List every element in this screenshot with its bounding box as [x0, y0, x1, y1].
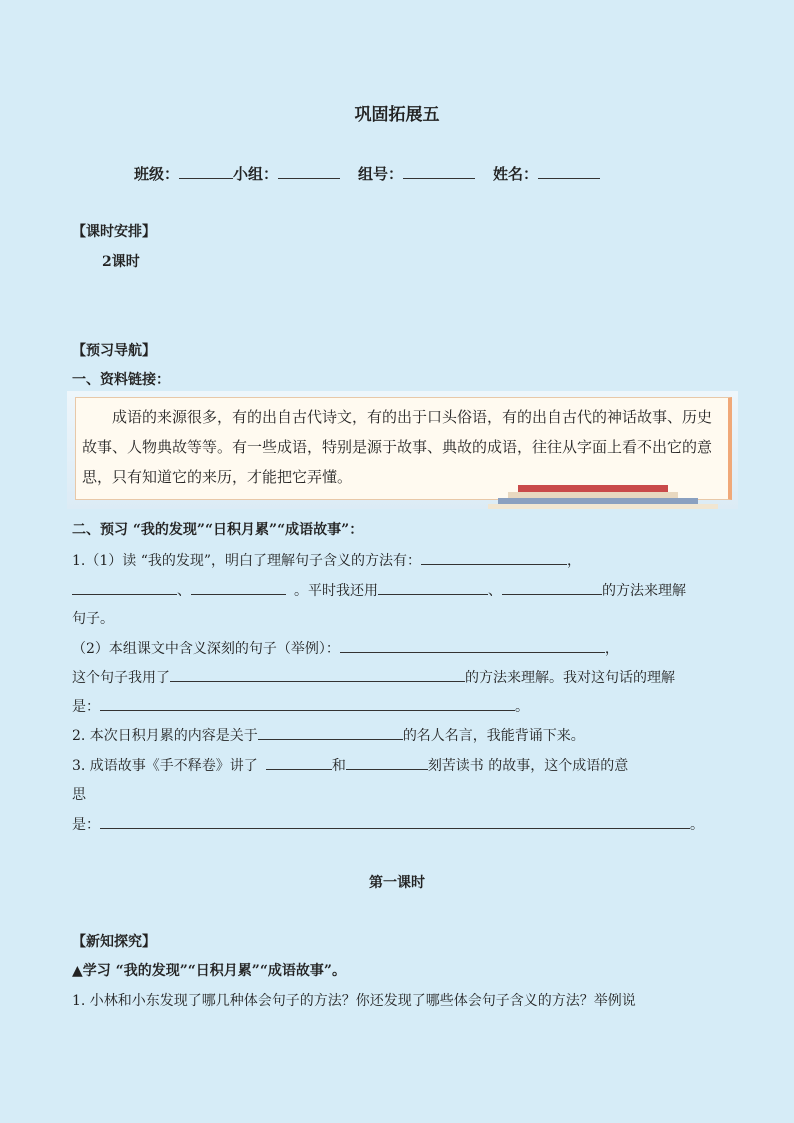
- q1-blank-5[interactable]: [502, 580, 602, 595]
- q1-blank-4[interactable]: [378, 580, 488, 595]
- schedule-value: 2课时: [102, 254, 140, 270]
- section2-heading: 二、预习 “我的发现”“日积月累”“成语故事”：: [72, 522, 364, 538]
- class-label: 班级：: [134, 165, 180, 183]
- q3-line3: [72, 814, 704, 834]
- q1b-blank-1[interactable]: [340, 638, 605, 653]
- q1b-text-b: 这个句子我用了: [72, 670, 170, 686]
- q1b-text-d: 是：: [72, 699, 100, 715]
- explore-task: ▲学习 “我的发现”“日积月累”“成语故事”。: [72, 963, 346, 979]
- q2-line: [72, 725, 585, 745]
- q1-text-a: 1.（1）读 “我的发现”，明白了理解句子含义的方法有：: [72, 553, 422, 569]
- group-blank[interactable]: [278, 164, 340, 179]
- q1b-text-a: （2）本组课文中含义深刻的句子（举例）：: [72, 641, 340, 657]
- q1b-blank-3[interactable]: [100, 696, 515, 711]
- q2-text-a: 2. 本次日积月累的内容是关于: [72, 728, 258, 744]
- q2-blank[interactable]: [258, 725, 403, 740]
- q1-text-mid: 。平时我还用: [294, 583, 378, 599]
- q1-comma: ，: [567, 553, 582, 569]
- q1b-text-c: 的方法来理解。我对这句话的理解: [465, 670, 675, 686]
- q1b-end: 。: [515, 699, 529, 715]
- q1-text-tail: 的方法来理解: [602, 583, 686, 599]
- q1-line1: [72, 550, 581, 570]
- name-label: 姓名：: [493, 165, 539, 183]
- lesson1-heading: 第一课时: [369, 875, 425, 891]
- q3-text-b: 和: [331, 758, 346, 774]
- material-box: [67, 391, 738, 509]
- number-blank[interactable]: [403, 164, 475, 179]
- q1b-line1: [72, 638, 619, 658]
- schedule-heading: 【课时安排】: [72, 224, 156, 240]
- page-title: 巩固拓展五: [354, 105, 440, 125]
- q1-line2: [72, 580, 686, 600]
- number-label: 组号：: [358, 165, 404, 183]
- q3-line2: 思: [72, 787, 86, 803]
- name-blank[interactable]: [538, 164, 600, 179]
- info-line: [134, 163, 600, 184]
- q1b-line3: [72, 696, 529, 716]
- group-label: 小组：: [233, 165, 279, 183]
- q1b-line2: [72, 667, 675, 687]
- q3-line1: [72, 755, 628, 775]
- class-blank[interactable]: [179, 164, 233, 179]
- material-text: 成语的来源很多，有的出自古代诗文，有的出于口头俗语，有的出自古代的神话故事、历史故事、人物典故等等。有一些成语，特别是源于故事、典故的成语，往往从字面上看不出它的意思，只有知道它的来历，才能把它弄懂。: [82, 408, 713, 486]
- q1-blank-3[interactable]: [191, 580, 286, 595]
- explore-q1: 1. 小林和小东发现了哪几种体会句子的方法？你还发现了哪些体会句子含义的方法？举例说: [72, 993, 636, 1009]
- explore-heading: 【新知探究】: [72, 934, 156, 950]
- preview-heading: 【预习导航】: [72, 343, 156, 359]
- q1-dun: 、: [177, 583, 191, 599]
- q2-text-b: 的名人名言，我能背诵下来。: [402, 728, 585, 744]
- q1-line3: 句子。: [72, 611, 114, 627]
- q1-blank-2[interactable]: [72, 580, 177, 595]
- q3-blank-1[interactable]: [266, 755, 332, 770]
- books-illustration: [448, 483, 738, 509]
- q3-text-c: 刻苦读书 的故事，这个成语的意: [427, 758, 629, 774]
- q1-dun2: 、: [488, 583, 502, 599]
- q3-blank-3[interactable]: [100, 814, 690, 829]
- q1b-blank-2[interactable]: [170, 667, 465, 682]
- q3-end: 。: [690, 817, 704, 833]
- q3-blank-2[interactable]: [346, 755, 428, 770]
- section1-heading: 一、资料链接：: [72, 372, 170, 388]
- q3-text-a: 3. 成语故事《手不释卷》讲了: [72, 758, 258, 774]
- q1-blank-1[interactable]: [421, 550, 567, 565]
- q1b-comma: ，: [604, 641, 619, 657]
- q3-text-e: 是：: [72, 817, 100, 833]
